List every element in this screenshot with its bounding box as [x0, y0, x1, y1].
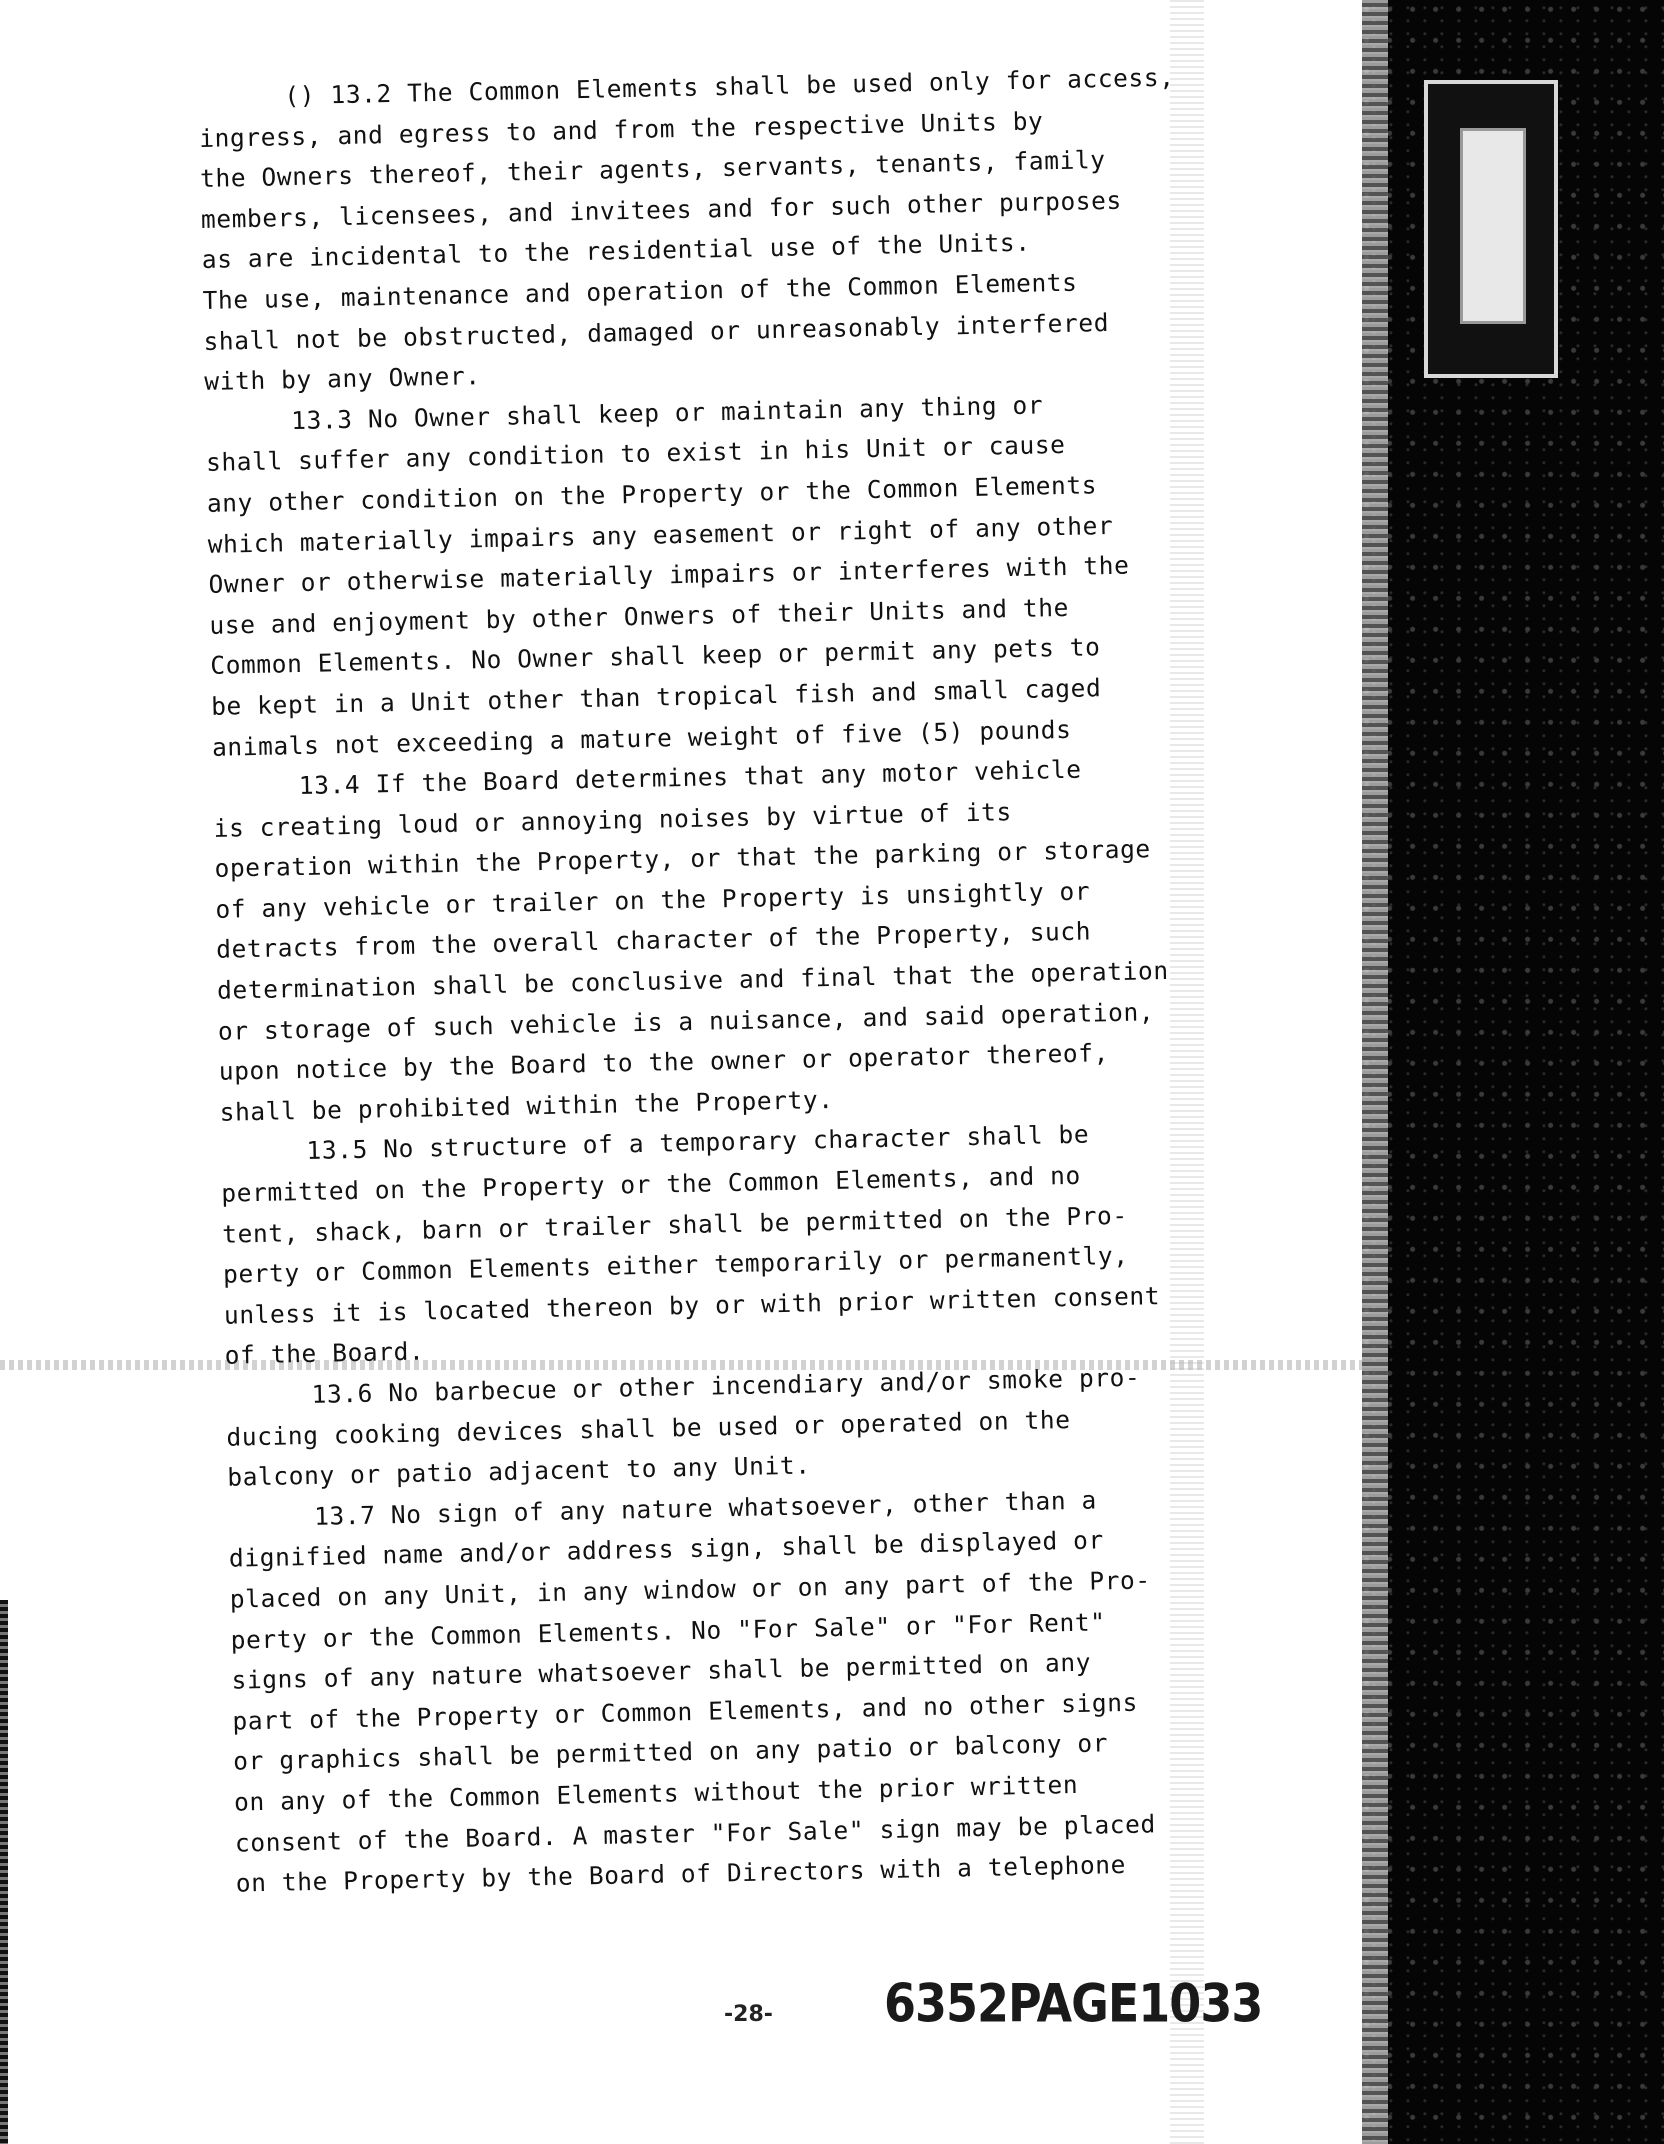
- text-line: Common Elements. No Owner shall keep or permit any pets to: [210, 632, 1101, 681]
- text-line: placed on any Unit, in any window or on any part of the Pro-: [229, 1565, 1151, 1614]
- margin-label-artifact: [1460, 128, 1526, 324]
- book-page-stamp: 6352PAGE1033: [884, 1971, 1263, 2035]
- text-line: permitted on the Property or the Common Elements, and no: [221, 1160, 1082, 1208]
- text-line: shall be prohibited within the Property.: [219, 1084, 834, 1127]
- text-line: the Owners thereof, their agents, servants, tenants, family: [199, 145, 1106, 194]
- text-line: balcony or patio adjacent to any Unit.: [227, 1450, 811, 1492]
- text-line: Owner or otherwise materially impairs or interferes with the: [208, 550, 1130, 600]
- text-line: 13.7 No sign of any nature whatsoever, other than a: [313, 1485, 1098, 1531]
- text-line: on any of the Common Elements without the prior written: [233, 1769, 1079, 1817]
- text-line: or graphics shall be permitted on any patio or balcony or: [232, 1728, 1109, 1776]
- text-line: () 13.2 The Common Elements shall be used only for access,: [284, 62, 1175, 111]
- text-line: or storage of such vehicle is a nuisance, and said operation,: [217, 996, 1155, 1046]
- text-line: on the Property by the Board of Directors with a telephone: [235, 1850, 1127, 1898]
- page-number: -28-: [724, 2002, 773, 2027]
- text-line: The use, maintenance and operation of the Common Elements: [202, 267, 1078, 315]
- text-line: is creating loud or annoying noises by virtue of its: [213, 796, 1013, 843]
- text-line: perty or the Common Elements. No "For Sale" or "For Rent": [230, 1606, 1106, 1655]
- text-line: determination shall be conclusive and final that the operation: [216, 955, 1169, 1005]
- text-line: ingress, and egress to and from the respective Units by: [198, 105, 1044, 153]
- text-line: 13.3 No Owner shall keep or maintain any thing or: [290, 390, 1044, 435]
- text-line: signs of any nature whatsoever shall be permitted on any: [231, 1647, 1092, 1695]
- text-line: detracts from the overall character of the Property, such: [215, 916, 1092, 965]
- text-line: animals not exceeding a mature weight of five (5) pounds: [211, 714, 1072, 762]
- text-line: part of the Property or Common Elements, and no other signs: [232, 1687, 1139, 1736]
- text-line: operation within the Property, or that the parking or storage: [214, 834, 1152, 884]
- text-line: dignified name and/or address sign, shall be displayed or: [228, 1525, 1105, 1574]
- text-line: any other condition on the Property or the Common Elements: [206, 470, 1098, 518]
- text-line: tent, shack, barn or trailer shall be permitted on the Pro-: [221, 1200, 1128, 1249]
- text-line: as are incidental to the residential use of the Units.: [201, 227, 1031, 275]
- text-line: unless it is located thereon by or with prior written consent: [223, 1280, 1161, 1330]
- band-edge: [1362, 0, 1388, 2144]
- document-body: [198, 56, 1286, 1904]
- text-line: 13.5 No structure of a temporary character shall be: [306, 1120, 1090, 1166]
- scan-dark-margin: [1362, 0, 1664, 2144]
- left-scan-edge: [0, 1600, 8, 2144]
- text-line: of any vehicle or trailer on the Property is unsightly or: [215, 876, 1091, 924]
- text-line: ducing cooking devices shall be used or operated on the: [226, 1404, 1071, 1452]
- text-line: be kept in a Unit other than tropical fish and small caged: [210, 673, 1102, 721]
- text-line: shall suffer any condition to exist in his Unit or cause: [205, 430, 1066, 478]
- text-line: members, licensees, and invitees and for such other purposes: [200, 185, 1123, 234]
- text-line: shall not be obstructed, damaged or unreasonably interfered: [203, 307, 1110, 356]
- text-line: 13.4 If the Board determines that any motor vehicle: [298, 754, 1082, 801]
- text-line: with by any Owner.: [204, 361, 481, 397]
- text-line: of the Board.: [224, 1336, 425, 1371]
- text-line: consent of the Board. A master "For Sale" sign may be placed: [234, 1808, 1157, 1858]
- text-line: upon notice by the Board to the owner or operator thereof,: [218, 1038, 1110, 1087]
- text-line: use and enjoyment by other Onwers of their Units and the: [209, 592, 1070, 640]
- text-line: which materially impairs any easement or right of any other: [207, 510, 1114, 559]
- text-line: 13.6 No barbecue or other incendiary and/or smoke pro-: [311, 1362, 1141, 1409]
- text-line: perty or Common Elements either temporarily or permanently,: [222, 1240, 1129, 1289]
